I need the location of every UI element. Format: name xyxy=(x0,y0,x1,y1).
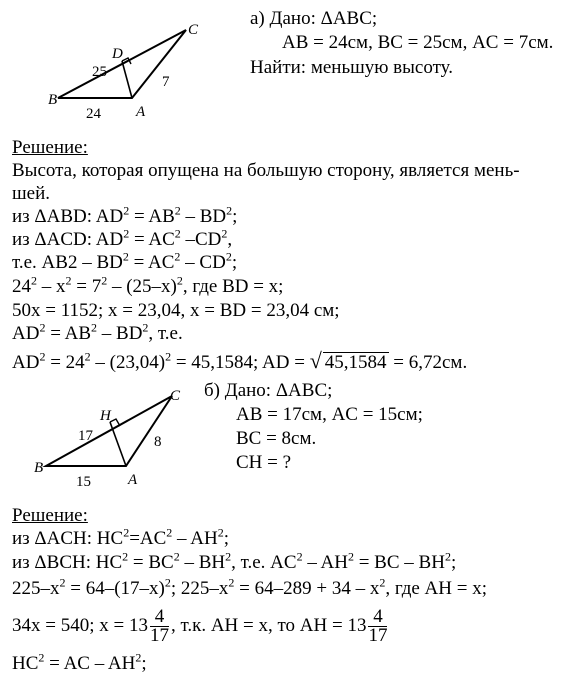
solution-b-line4: 34x = 540; x = 13 $\frac{4}{17}$ , т.к. AH = x, то AH = 13 $\frac{4}{17}$ xyxy=(12,606,388,647)
vertex-b-label: B xyxy=(34,460,44,476)
find-a-line: Найти: меньшую высоту. xyxy=(250,57,454,78)
triangle-abc-figure-a xyxy=(40,18,220,128)
solution-a-line5: т.е. $AB2 - BD^2 = AC^2 - CD^2$; xyxy=(12,249,238,273)
given-a-line1: а) Дано: ΔABC; xyxy=(250,8,378,29)
solution-a-line6: $24^2 - x^2 = 7^2 - (25-x)^2$, где BD = x; xyxy=(12,273,284,297)
fraction-4-17: $\frac{4}{17}$ xyxy=(149,606,169,647)
solution-a-title: Решение: xyxy=(12,137,88,158)
sqrt-icon: √ xyxy=(309,348,322,373)
solution-a-line7: 50x = 1152; x = 23,04, x = BD = 23,04 см; xyxy=(12,300,340,321)
solution-a-line8: $AD^2 = AB^2 - BD^2$, т.е. xyxy=(12,320,183,344)
given-b-line4: CH = ? xyxy=(236,452,292,473)
side-ac-label: 8 xyxy=(154,434,162,450)
solution-b-line1: из ΔACH: $HC^2=AC^2 - AH^2$; xyxy=(12,525,229,549)
solution-a-line1: Высота, которая опущена на большую сторону, является мень- xyxy=(12,160,520,181)
given-a-line2: AB = 24см, BC = 25см, AC = 7см. xyxy=(282,32,554,53)
solution-a-line9: $AD^2 = 24^2 - (23,04)^2 = 45,1584$; AD = √ 45,1584 = 6,72см. xyxy=(12,348,468,373)
solution-a-line3: из ΔABD: $AD^2 = AB^2 - BD^2$; xyxy=(12,203,238,227)
solution-b-line2: из ΔBCH: $HC^2 = BC^2 - BH^2$, т.е. $AC^2 - AH^2$ = BC – $BH^2$; xyxy=(12,549,457,573)
side-ab-label: 24 xyxy=(86,106,101,122)
vertex-a-label: A xyxy=(128,472,138,488)
side-ab-label: 15 xyxy=(76,474,91,490)
given-b-line3: BC = 8см. xyxy=(236,428,317,449)
vertex-b-label: B xyxy=(48,92,58,108)
solution-b-line5: $HC^2$ = AC – $AH^2$; xyxy=(12,650,147,674)
solution-b-title: Решение: xyxy=(12,505,88,526)
triangle-abc-figure-b xyxy=(28,384,198,494)
solution-b-line3: $225-x^2 = 64-(17-x)^2$; $225-x^2 = 64-289 + 34 - x^2$, где AH = x; xyxy=(12,575,487,599)
vertex-a-label: A xyxy=(136,104,146,120)
fraction-4-17-second: $\frac{4}{17}$ xyxy=(368,606,388,647)
vertex-c-label: C xyxy=(188,22,199,38)
vertex-d-label: D xyxy=(112,46,123,62)
solution-a-line2: шей. xyxy=(12,183,50,204)
given-b-line1: б) Дано: ΔABC; xyxy=(204,380,333,401)
side-bc-label: 25 xyxy=(92,64,107,80)
side-ac-label: 7 xyxy=(162,74,170,90)
vertex-h-label: H xyxy=(100,408,111,424)
given-b-line2: AB = 17см, AC = 15см; xyxy=(236,404,423,425)
vertex-c-label: C xyxy=(170,388,181,404)
solution-a-line4: из ΔACD: $AD^2 = AC^2$ $-CD^2$, xyxy=(12,226,233,250)
side-bh-label: 17 xyxy=(78,428,93,444)
